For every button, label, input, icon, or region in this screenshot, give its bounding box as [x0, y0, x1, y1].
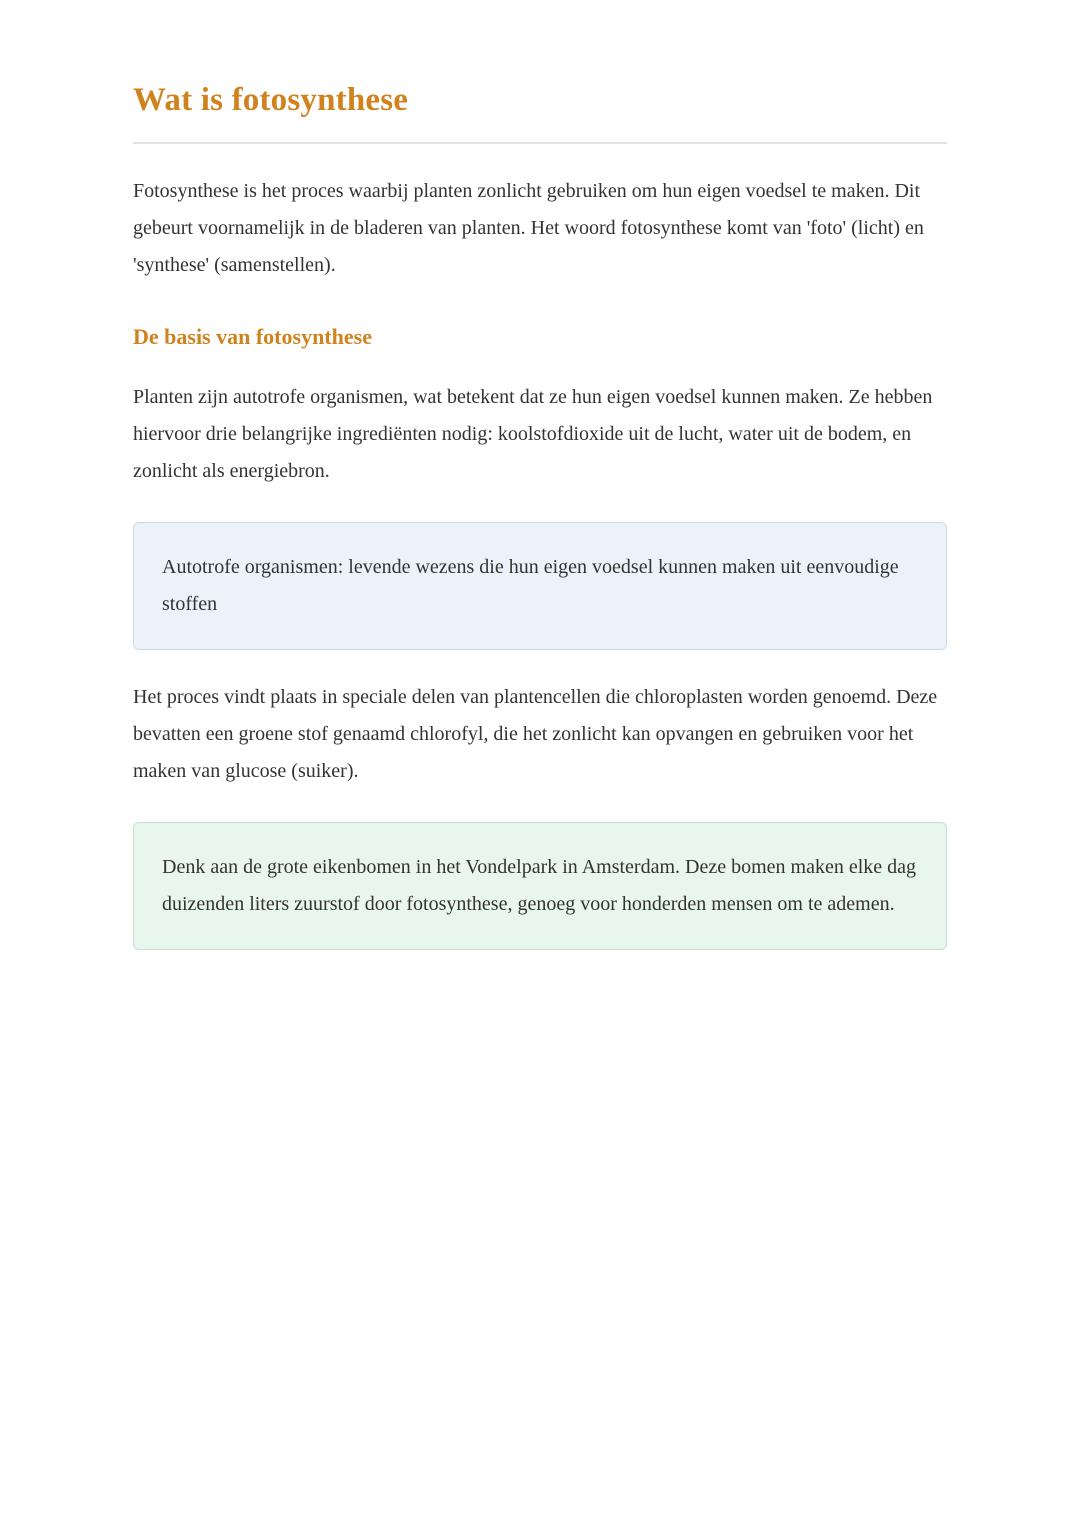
- definition-callout-text: Autotrofe organismen: levende wezens die hun eigen voedsel kunnen maken uit eenvoudige stoffen: [162, 556, 899, 616]
- intro-paragraph: Fotosynthese is het proces waarbij planten zonlicht gebruiken om hun eigen voedsel te maken. Dit gebeurt voornamelijk in de bladeren van planten. Het woord fotosynthese komt van 'foto' (licht) en 'synthese' (samenstellen).: [133, 179, 924, 276]
- page-title: Wat is fotosynthese: [133, 82, 409, 118]
- example-callout: [133, 822, 947, 950]
- definition-callout: [133, 522, 947, 650]
- title-divider: [133, 142, 947, 144]
- section-heading-basis: De basis van fotosynthese: [133, 323, 372, 349]
- paragraph-basis: Planten zijn autotrofe organismen, wat betekent dat ze hun eigen voedsel kunnen maken. Ze hebben hiervoor drie belangrijke ingrediënten nodig: koolstofdioxide uit de lucht, water uit de bodem, en zonlicht als energiebron.: [133, 386, 933, 483]
- paragraph-chloroplasts: Het proces vindt plaats in speciale delen van plantencellen die chloroplasten worden genoemd. Deze bevatten een groene stof genaamd chlorofyl, die het zonlicht kan opvangen en gebruiken voor het maken van glucose (suiker).: [133, 686, 938, 783]
- example-callout-text: Denk aan de grote eikenbomen in het Vondelpark in Amsterdam. Deze bomen maken elke dag duizenden liters zuurstof door fotosynthese, genoeg voor honderden mensen om te ademen.: [162, 856, 917, 916]
